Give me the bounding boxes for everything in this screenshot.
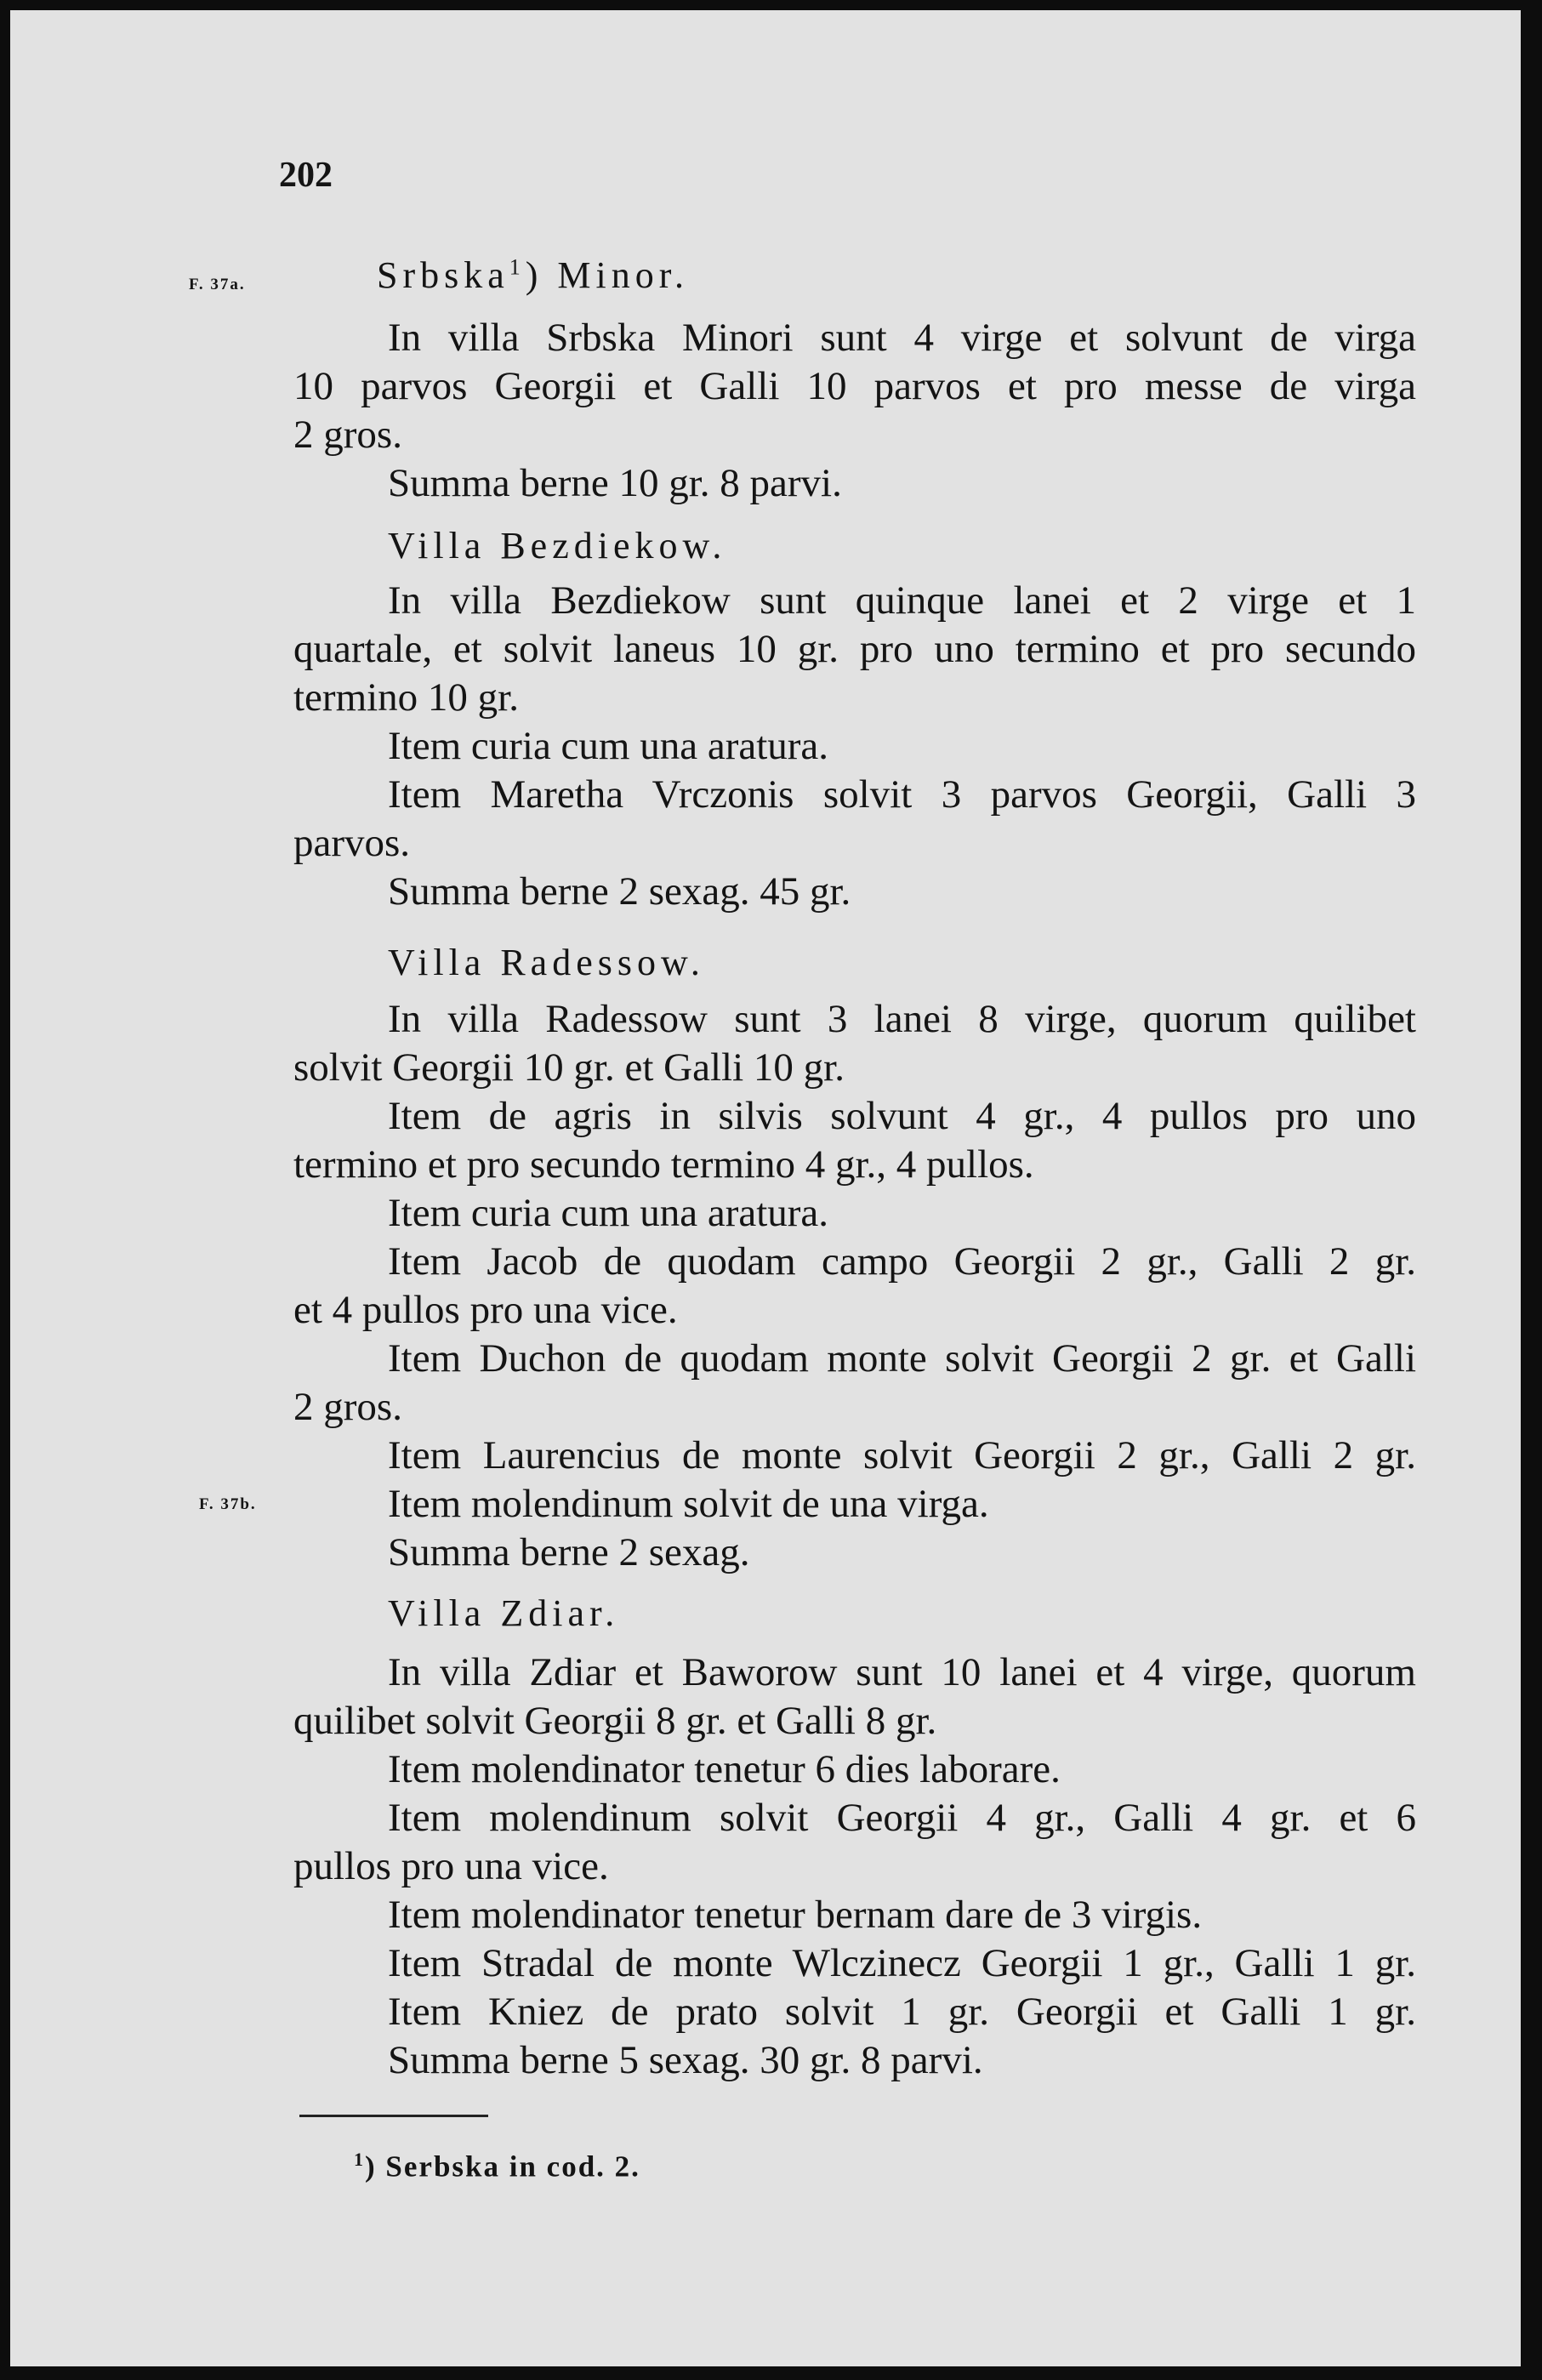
text-line: 2 gros. [293, 413, 402, 457]
footnote-rule [299, 2115, 488, 2117]
heading-text: ) Minor. [525, 254, 690, 296]
section-heading-zdiar: Villa Zdiar. [388, 1592, 620, 1634]
text-line: Item curia cum una aratura. [388, 1191, 829, 1235]
text-line: In villa Radessow sunt 3 lanei 8 virge, quorum quilibet [388, 997, 1416, 1041]
text-line: quartale, et solvit laneus 10 gr. pro uno termino et pro secundo [293, 627, 1416, 671]
text-line: Item Stradal de monte Wlczinecz Georgii 1 gr., Galli 1 gr. [388, 1941, 1416, 1985]
text-line: pullos pro una vice. [293, 1844, 609, 1888]
text-line: Summa berne 10 gr. 8 parvi. [388, 461, 842, 505]
document-page [10, 10, 1521, 2366]
text-line: Item molendinator tenetur bernam dare de 3 virgis. [388, 1893, 1203, 1937]
section-heading-bezdiekow: Villa Bezdiekow. [388, 525, 727, 567]
text-line: In villa Srbska Minori sunt 4 virge et solvunt de virga [388, 316, 1416, 360]
text-line: termino et pro secundo termino 4 gr., 4 pullos. [293, 1142, 1034, 1187]
text-line: 2 gros. [293, 1385, 402, 1429]
text-line: parvos. [293, 821, 411, 865]
text-line: Item Duchon de quodam monte solvit Georgii 2 gr. et Galli [388, 1336, 1416, 1381]
text-line: et 4 pullos pro una vice. [293, 1288, 678, 1332]
text-line: 10 parvos Georgii et Galli 10 parvos et pro messe de virga [293, 364, 1416, 408]
text-line: Item Laurencius de monte solvit Georgii 2 gr., Galli 2 gr. [388, 1433, 1416, 1478]
text-line: Item curia cum una aratura. [388, 724, 829, 768]
text-line: Summa berne 5 sexag. 30 gr. 8 parvi. [388, 2038, 983, 2082]
text-line: In villa Bezdiekow sunt quinque lanei et 2 virge et 1 [388, 578, 1416, 623]
text-line: Item Jacob de quodam campo Georgii 2 gr., Galli 2 gr. [388, 1239, 1416, 1284]
text-line: Item molendinum solvit de una virga. [388, 1482, 989, 1526]
text-line: termino 10 gr. [293, 675, 519, 720]
text-line: quilibet solvit Georgii 8 gr. et Galli 8 gr. [293, 1699, 937, 1743]
heading-text: Srbska [377, 254, 509, 296]
footnote [354, 2149, 640, 2184]
margin-note-f37a: F. 37a. [189, 276, 246, 293]
text-line: Item Maretha Vrczonis solvit 3 parvos Georgii, Galli 3 [388, 772, 1416, 817]
footnote-text: ) Serbska in cod. 2. [365, 2149, 640, 2184]
text-line: In villa Zdiar et Baworow sunt 10 lanei et 4 virge, quorum [388, 1650, 1416, 1694]
text-line: Item de agris in silvis solvunt 4 gr., 4 pullos pro uno [388, 1094, 1416, 1138]
section-heading-radessow: Villa Radessow. [388, 942, 705, 983]
text-line: Item molendinum solvit Georgii 4 gr., Galli 4 gr. et 6 [388, 1796, 1416, 1840]
footnote-ref: 1 [509, 254, 526, 280]
footnote-mark: 1 [354, 2149, 365, 2170]
text-line: Item Kniez de prato solvit 1 gr. Georgii et Galli 1 gr. [388, 1990, 1416, 2034]
text-line: Summa berne 2 sexag. 45 gr. [388, 869, 851, 914]
text-line: Summa berne 2 sexag. [388, 1530, 750, 1574]
text-line: Item molendinator tenetur 6 dies laborare. [388, 1747, 1061, 1791]
page-number: 202 [279, 156, 333, 195]
text-line: solvit Georgii 10 gr. et Galli 10 gr. [293, 1045, 845, 1090]
margin-note-f37b: F. 37b. [199, 1495, 257, 1513]
section-heading-srbska-minor [377, 253, 689, 297]
scan-border [1521, 0, 1542, 2380]
